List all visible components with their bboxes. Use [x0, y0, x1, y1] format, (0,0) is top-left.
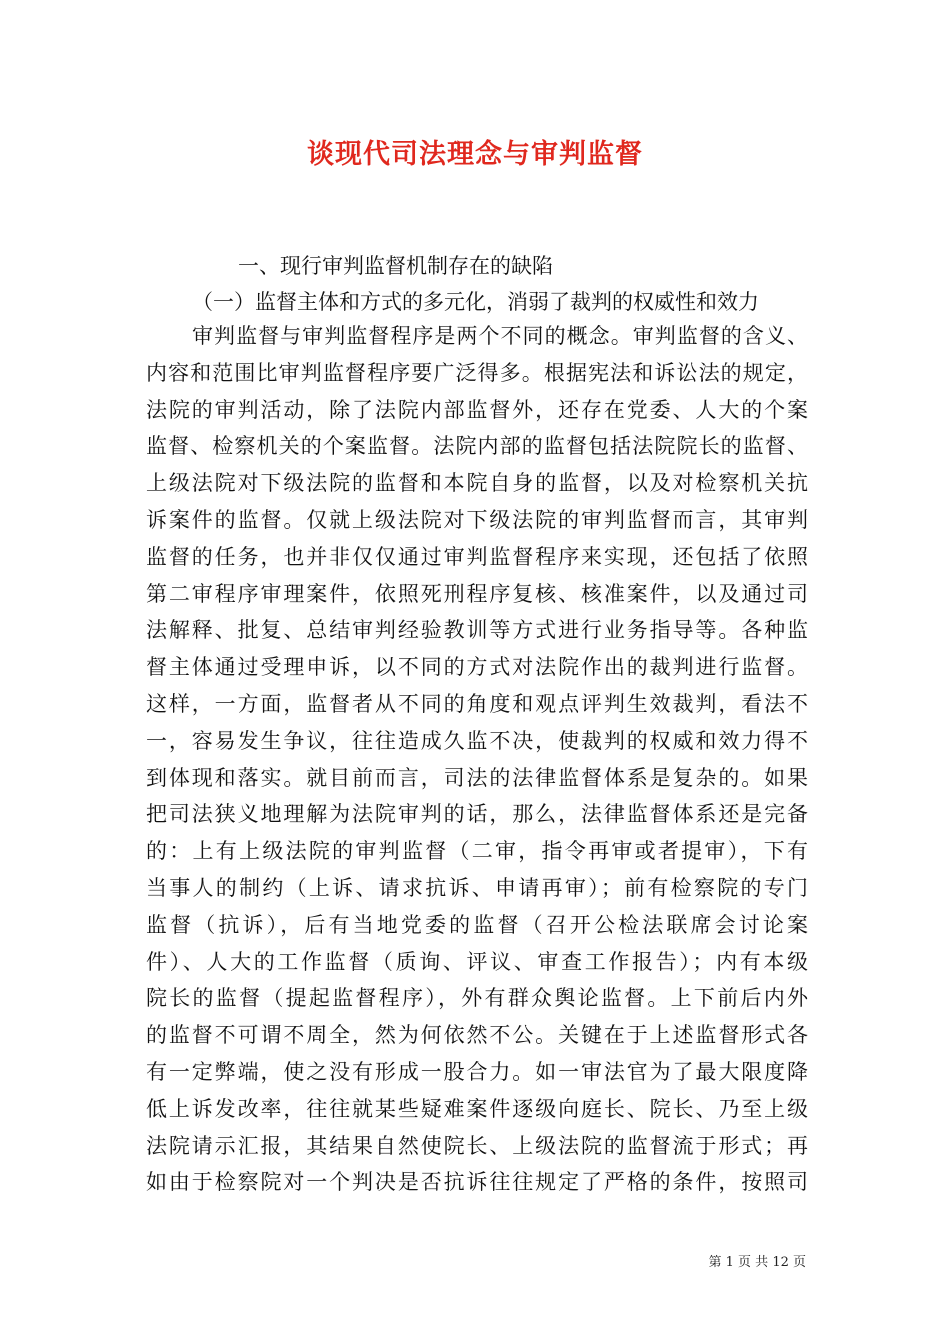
text-line: 督主体通过受理申诉，以不同的方式对法院作出的裁判进行监督。 — [146, 655, 808, 680]
text-line: 把司法狭义地理解为法院审判的话，那么，法律监督体系还是完备 — [146, 802, 808, 827]
document-title: 谈现代司法理念与审判监督 — [307, 139, 643, 170]
text-line: 有一定弊端，使之没有形成一股合力。如一审法官为了最大限度降 — [146, 1059, 808, 1084]
text-line: 法院的审判活动，除了法院内部监督外，还存在党委、人大的个案 — [146, 397, 808, 422]
text-line: 的监督不可谓不周全，然为何依然不公。关键在于上述监督形式各 — [146, 1023, 808, 1048]
text-line: 上级法院对下级法院的监督和本院自身的监督，以及对检察机关抗 — [146, 471, 808, 496]
body-paragraph — [146, 318, 808, 1201]
text-line: 法解释、批复、总结审判经验教训等方式进行业务指导等。各种监 — [146, 618, 808, 643]
text-line: 当事人的制约（上诉、请求抗诉、申请再审）；前有检察院的专门 — [146, 875, 808, 900]
text-line: 第二审程序审理案件，依照死刑程序复核、核准案件，以及通过司 — [146, 581, 808, 606]
text-line: 内容和范围比审判监督程序要广泛得多。根据宪法和诉讼法的规定， — [146, 360, 808, 385]
text-line: 的：上有上级法院的审判监督（二审，指令再审或者提审），下有 — [146, 839, 808, 864]
text-line: 院长的监督（提起监督程序），外有群众舆论监督。上下前后内外 — [146, 986, 808, 1011]
page-number-footer: 第 1 页 共 12 页 — [708, 1255, 806, 1270]
subsection-heading: （一）监督主体和方式的多元化，消弱了裁判的权威性和效力 — [192, 290, 759, 314]
text-line: 一，容易发生争议，往往造成久监不决，使裁判的权威和效力得不 — [146, 728, 808, 753]
text-line: 低上诉发改率，往往就某些疑难案件逐级向庭长、院长、乃至上级 — [146, 1096, 808, 1121]
text-line: 法院请示汇报，其结果自然使院长、上级法院的监督流于形式；再 — [146, 1133, 808, 1158]
section-heading: 一、现行审判监督机制存在的缺陷 — [238, 254, 553, 278]
text-line: 诉案件的监督。仅就上级法院对下级法院的审判监督而言，其审判 — [146, 507, 808, 532]
text-line: 件）、人大的工作监督（质询、评议、审查工作报告）；内有本级 — [146, 949, 808, 974]
text-line: 到体现和落实。就目前而言，司法的法律监督体系是复杂的。如果 — [146, 765, 808, 790]
text-line: 监督、检察机关的个案监督。法院内部的监督包括法院院长的监督、 — [146, 434, 808, 459]
text-line: 监督（抗诉），后有当地党委的监督（召开公检法联席会讨论案 — [146, 912, 808, 937]
text-line: 监督的任务，也并非仅仅通过审判监督程序来实现，还包括了依照 — [146, 544, 808, 569]
text-line: 审判监督与审判监督程序是两个不同的概念。审判监督的含义、 — [192, 324, 808, 348]
text-line: 如由于检察院对一个判决是否抗诉往往规定了严格的条件，按照司 — [146, 1170, 808, 1195]
text-line: 这样，一方面，监督者从不同的角度和观点评判生效裁判，看法不 — [146, 691, 808, 716]
